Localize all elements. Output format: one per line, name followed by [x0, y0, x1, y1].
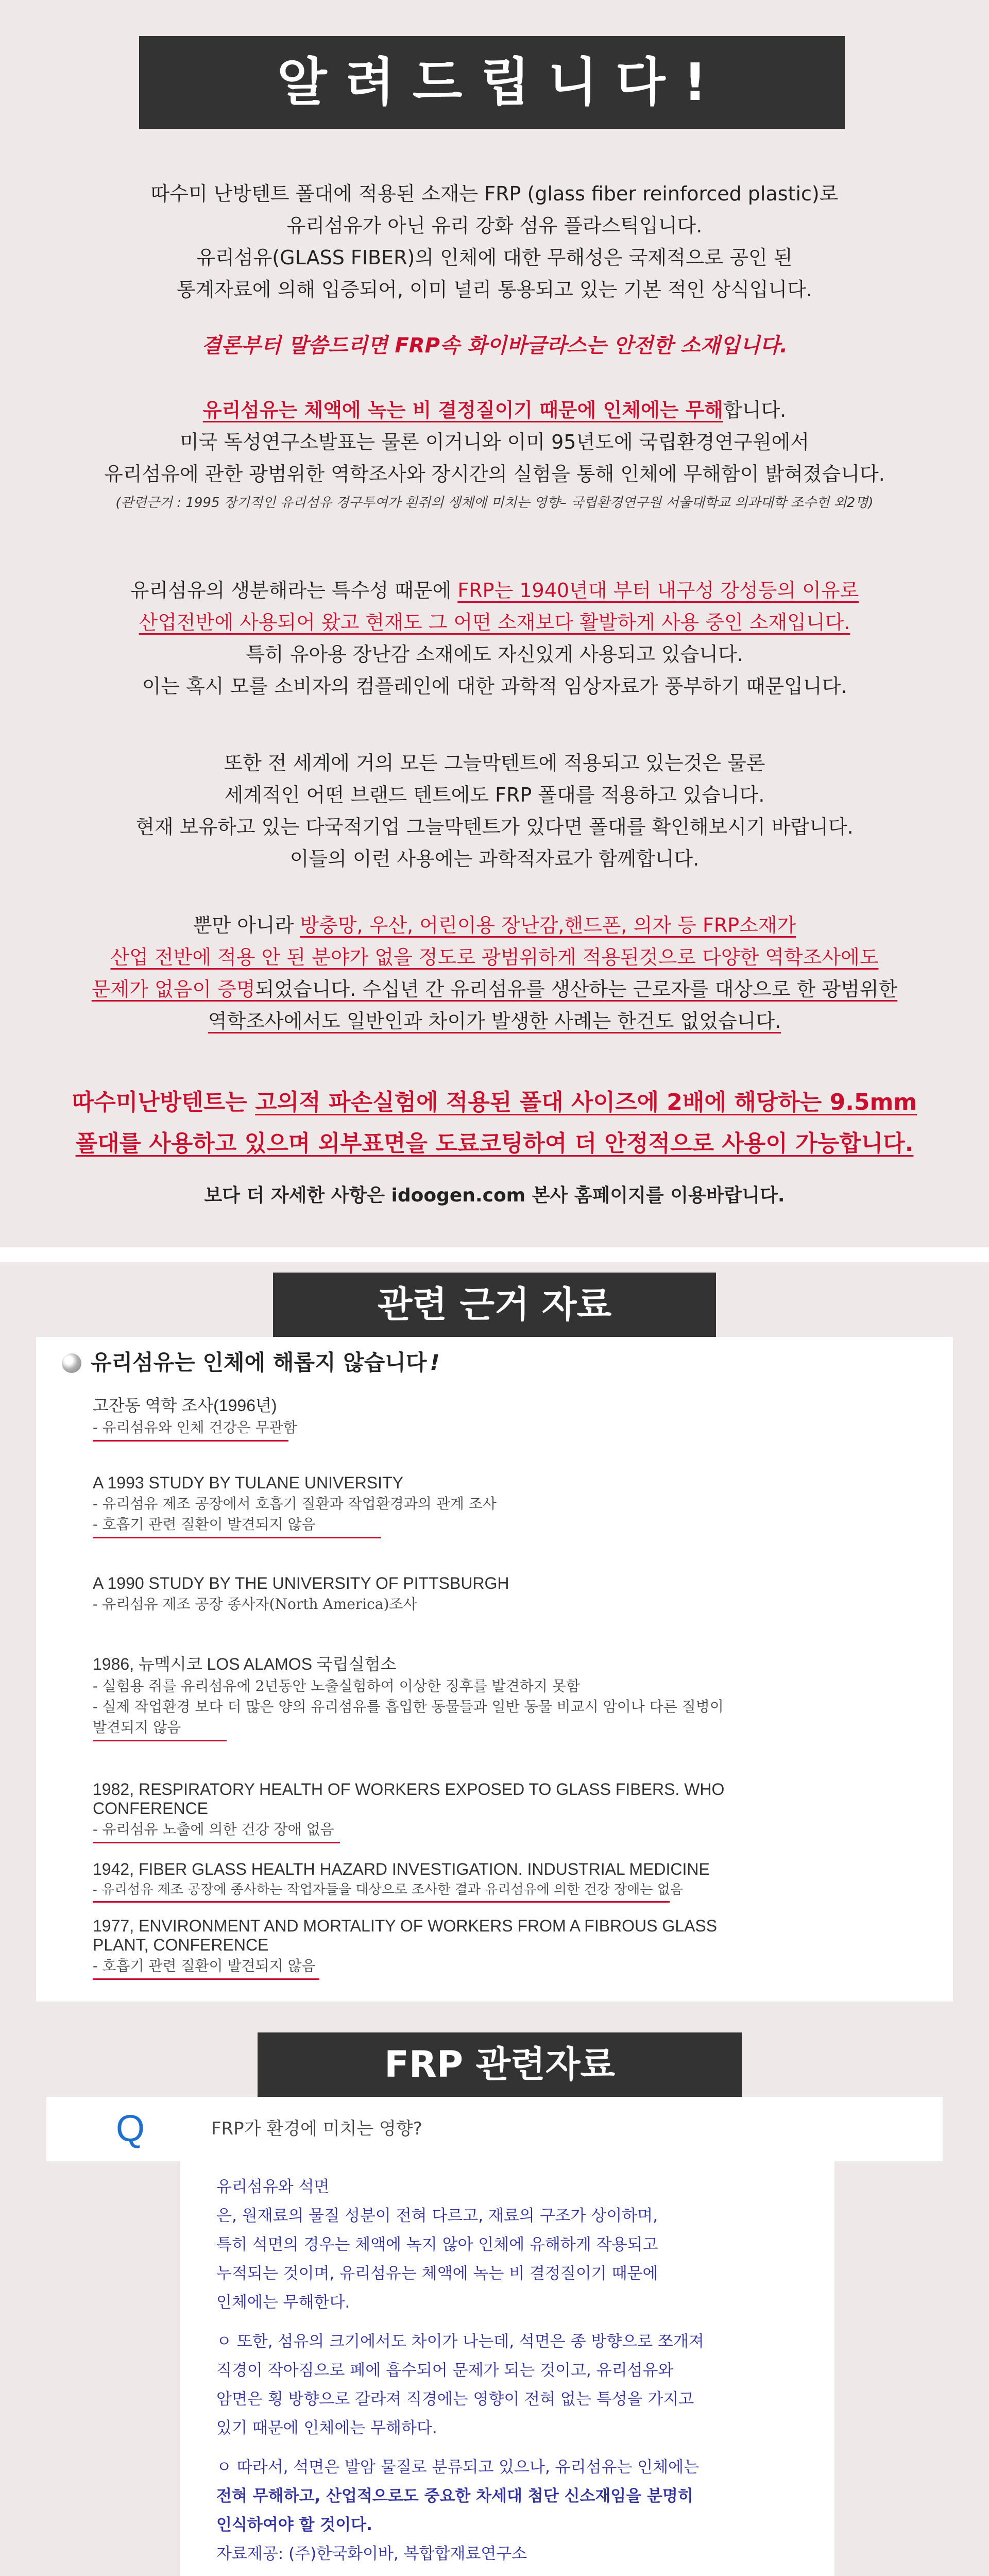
pole-prefix: 따수미난방텐트는 [72, 1089, 255, 1115]
answer-line: 유리섬유와 석면 [216, 2178, 330, 2196]
tent-paragraph [31, 747, 958, 875]
industry-line [31, 574, 958, 606]
pole-ul-1: 고의적 파손실험에 적용된 폴대 사이즈에 2배에 해당하는 9.5mm [255, 1089, 917, 1115]
answer-line: 인식하여야 할 것이다. [216, 2516, 372, 2534]
evidence-item [93, 1917, 917, 1980]
answer-line: ㅇ 따라서, 석면은 발암 물질로 분류되고 있으나, 유리섬유는 인체에는 [216, 2458, 700, 2477]
products-line [31, 909, 958, 941]
evidence-underline [93, 1978, 319, 1980]
industry-red-1: FRP는 1940년대 부터 내구성 강성등의 이유로 [457, 579, 859, 602]
notice-banner: 알 려 드 립 니 다 ! [139, 36, 845, 129]
answer-line: 있기 때문에 인체에는 무해하다. [216, 2419, 437, 2437]
evidence-underline [93, 1537, 381, 1538]
harmless-red-text: 유리섬유는 체액에 녹는 비 결정질이기 때문에 인체에는 무해 [202, 399, 724, 421]
evidence-title: PLANT, CONFERENCE [93, 1936, 269, 1954]
evidence-item [93, 1780, 917, 1843]
answer-source: 자료제공: (주)한국화이바, 복합합재료연구소 [216, 2545, 527, 2563]
conclusion-text: 결론부터 말씀드리면 FRP속 화이바글라스는 안전한 소재입니다. [201, 334, 788, 358]
notice-panel [0, 0, 989, 1247]
industry-line [31, 606, 958, 638]
evidence-line: - 실제 작업환경 보다 더 많은 양의 유리섬유를 흡입한 동물들과 일반 동물 비교시 암이나 다른 질병이 [93, 1698, 724, 1715]
evidence-item [93, 1473, 917, 1538]
answer-line: ㅇ 또한, 섬유의 크기에서도 차이가 나는데, 석면은 종 방향으로 쪼개져 [216, 2332, 704, 2351]
products-prefix: 뿐만 아니라 [193, 914, 300, 937]
pole-line [31, 1082, 958, 1123]
evidence-line: - 유리섬유와 인체 건강은 무관함 [93, 1419, 297, 1436]
evidence-underline [93, 1440, 288, 1442]
evidence-item [93, 1860, 927, 1903]
harmless-headline [31, 394, 958, 426]
evidence-title: 1982, RESPIRATORY HEALTH OF WORKERS EXPOSED TO GLASS FIBERS. WHO [93, 1780, 725, 1799]
evidence-heading-mark: ! [430, 1350, 440, 1375]
footer-note: 보다 더 자세한 사항은 idoogen.com 본사 홈페이지를 이용바랍니다. [204, 1185, 785, 1206]
bullet-icon [62, 1353, 81, 1373]
harmless-line: 미국 독성연구소발표는 물론 이거니와 이미 95년도에 국립환경연구원에서 [179, 431, 810, 453]
industry-line: 이는 혹시 모를 소비자의 컴플레인에 대한 과학적 임상자료가 풍부하기 때문입니다. [142, 675, 847, 698]
evidence-card [36, 1337, 953, 2002]
evidence-underline [93, 1842, 340, 1843]
answer-line: 직경이 작아짐으로 폐에 흡수되어 문제가 되는 것이고, 유리섬유와 [216, 2361, 674, 2380]
evidence-line: - 실험용 쥐를 유리섬유에 2년동안 노출실험하여 이상한 징후를 발견하지 못함 [93, 1677, 580, 1694]
tent-line: 또한 전 세계에 거의 모든 그늘막텐트에 적용되고 있는것은 물론 [224, 752, 765, 774]
evidence-underline [93, 1901, 670, 1903]
reference-panel [0, 1262, 989, 2576]
products-paragraph [31, 909, 958, 1037]
evidence-line: - 유리섬유 노출에 의한 건강 장애 없음 [93, 1821, 334, 1838]
evidence-line: 발견되지 않음 [93, 1719, 181, 1736]
intro-line: 따수미 난방텐트 폴대에 적용된 소재는 FRP (glass fiber reinforced plastic)로 [150, 182, 839, 205]
frp-question-box [46, 2097, 943, 2161]
evidence-line: - 호흡기 관련 질환이 발견되지 않음 [93, 1516, 316, 1533]
products-line [31, 941, 958, 973]
products-last: 역학조사에서도 일반인과 차이가 발생한 사례는 한건도 없었습니다. [208, 1010, 781, 1032]
intro-paragraph [31, 178, 958, 306]
intro-line: 통계자료에 의해 입증되어, 이미 널리 통용되고 있는 기본 적인 상식입니다. [176, 278, 813, 301]
tent-line: 현재 보유하고 있는 다국적기업 그늘막텐트가 있다면 폴대를 확인해보시기 바랍니다. [135, 816, 854, 838]
evidence-title: A 1993 STUDY BY TULANE UNIVERSITY [93, 1473, 403, 1492]
tent-line: 세계적인 어떤 브랜드 텐트에도 FRP 폴대를 적용하고 있습니다. [224, 784, 765, 806]
pole-line [31, 1123, 958, 1164]
pole-statement [31, 1082, 958, 1164]
evidence-title: A 1990 STUDY BY THE UNIVERSITY OF PITTSBURGH [93, 1574, 509, 1592]
products-red-3: 문제가 없음이 증명 [91, 978, 255, 1001]
products-red-1: 방충망, 우산, 어린이용 장난감,핸드폰, 의자 등 FRP소재가 [300, 914, 796, 937]
products-tail: 되었습니다. 수십년 간 유리섬유를 생산하는 근로자를 대상으로 한 광범위한 [255, 978, 898, 1001]
evidence-title: 1942, FIBER GLASS HEALTH HAZARD INVESTIGATION. INDUSTRIAL MEDICINE [93, 1860, 710, 1878]
harmless-tail: 합니다. [723, 399, 787, 421]
products-line [31, 973, 958, 1005]
evidence-underline [93, 1740, 227, 1741]
frp-answer-box [180, 2161, 834, 2576]
industry-paragraph [31, 574, 958, 702]
products-line [31, 1005, 958, 1037]
answer-line: 누적되는 것이며, 유리섬유는 체액에 녹는 비 결정질이기 때문에 [216, 2264, 658, 2283]
pole-ul-2: 폴대를 사용하고 있으며 외부표면을 도료코팅하여 더 안정적으로 사용이 가능합니다. [75, 1130, 914, 1157]
evidence-title: 1977, ENVIRONMENT AND MORTALITY OF WORKERS FROM A FIBROUS GLASS [93, 1917, 718, 1935]
frp-question-text: FRP가 환경에 미치는 영향? [211, 2119, 422, 2139]
evidence-line: - 유리섬유 제조 공장에서 호흡기 질환과 작업환경과의 관계 조사 [93, 1495, 497, 1512]
harmless-paragraph [31, 394, 958, 516]
industry-prefix: 유리섬유의 생분해라는 특수성 때문에 [130, 579, 458, 602]
evidence-title: CONFERENCE [93, 1799, 209, 1818]
answer-line: 인체에는 무해한다. [216, 2293, 350, 2312]
evidence-item [93, 1574, 917, 1614]
source-citation: (관련근거 : 1995 장기적인 유리섬유 경구투여가 흰쥐의 생체에 미치는 영향– 국립환경연구원 서울대학교 의과대학 조수헌 외2명) [115, 495, 874, 511]
evidence-banner: 관련 근거 자료 [273, 1273, 716, 1337]
answer-line: 암면은 횡 방향으로 갈라져 직경에는 영향이 전혀 없는 특성을 가지고 [216, 2390, 694, 2409]
question-icon: Q [116, 2108, 145, 2149]
evidence-line: - 호흡기 관련 질환이 발견되지 않음 [93, 1957, 316, 1974]
evidence-heading-text: 유리섬유는 인체에 해롭지 않습니다 [91, 1350, 427, 1375]
answer-spacer [216, 2443, 824, 2453]
frp-banner: FRP 관련자료 [258, 2032, 742, 2097]
evidence-line: - 유리섬유 제조 공장 종사자(North America)조사 [93, 1596, 417, 1613]
intro-line: 유리섬유(GLASS FIBER)의 인체에 대한 무해성은 국제적으로 공인 된 [196, 246, 793, 269]
industry-red-2: 산업전반에 사용되어 왔고 현재도 그 어떤 소재보다 활발하게 사용 중인 소재입니다. [139, 611, 850, 634]
evidence-title: 고잔동 역학 조사(1996년) [93, 1396, 277, 1415]
tent-line: 이들의 이런 사용에는 과학적자료가 함께합니다. [289, 848, 700, 870]
industry-line: 특히 유아용 장난감 소재에도 자신있게 사용되고 있습니다. [246, 643, 743, 666]
answer-line: 전혀 무해하고, 산업적으로도 중요한 차세대 첨단 신소재임을 분명히 [216, 2487, 693, 2505]
answer-line: 은, 원재료의 물질 성분이 전혀 다르고, 재료의 구조가 상이하며, [216, 2207, 658, 2225]
products-red-2: 산업 전반에 적용 안 된 분야가 없을 정도로 광범위하게 적용된것으로 다양한 역학조사에도 [110, 946, 879, 969]
answer-line: 특히 석면의 경우는 체액에 녹지 않아 인체에 유해하게 작용되고 [216, 2235, 658, 2254]
evidence-heading [62, 1347, 440, 1378]
answer-spacer [216, 2317, 824, 2327]
harmless-line: 유리섬유에 관한 광범위한 역학조사와 장시간의 실험을 통해 인체에 무해함이 밝혀졌습니다. [104, 463, 885, 485]
evidence-title: 1986, 뉴멕시코 LOS ALAMOS 국립실험소 [93, 1655, 397, 1673]
evidence-item [93, 1393, 917, 1442]
evidence-line: - 유리섬유 제조 공장에 종사하는 작업자들을 대상으로 조사한 결과 유리섬유에 의한 건강 장애는 없음 [93, 1882, 683, 1897]
evidence-item [93, 1651, 917, 1741]
intro-line: 유리섬유가 아닌 유리 강화 섬유 플라스틱입니다. [286, 214, 703, 237]
